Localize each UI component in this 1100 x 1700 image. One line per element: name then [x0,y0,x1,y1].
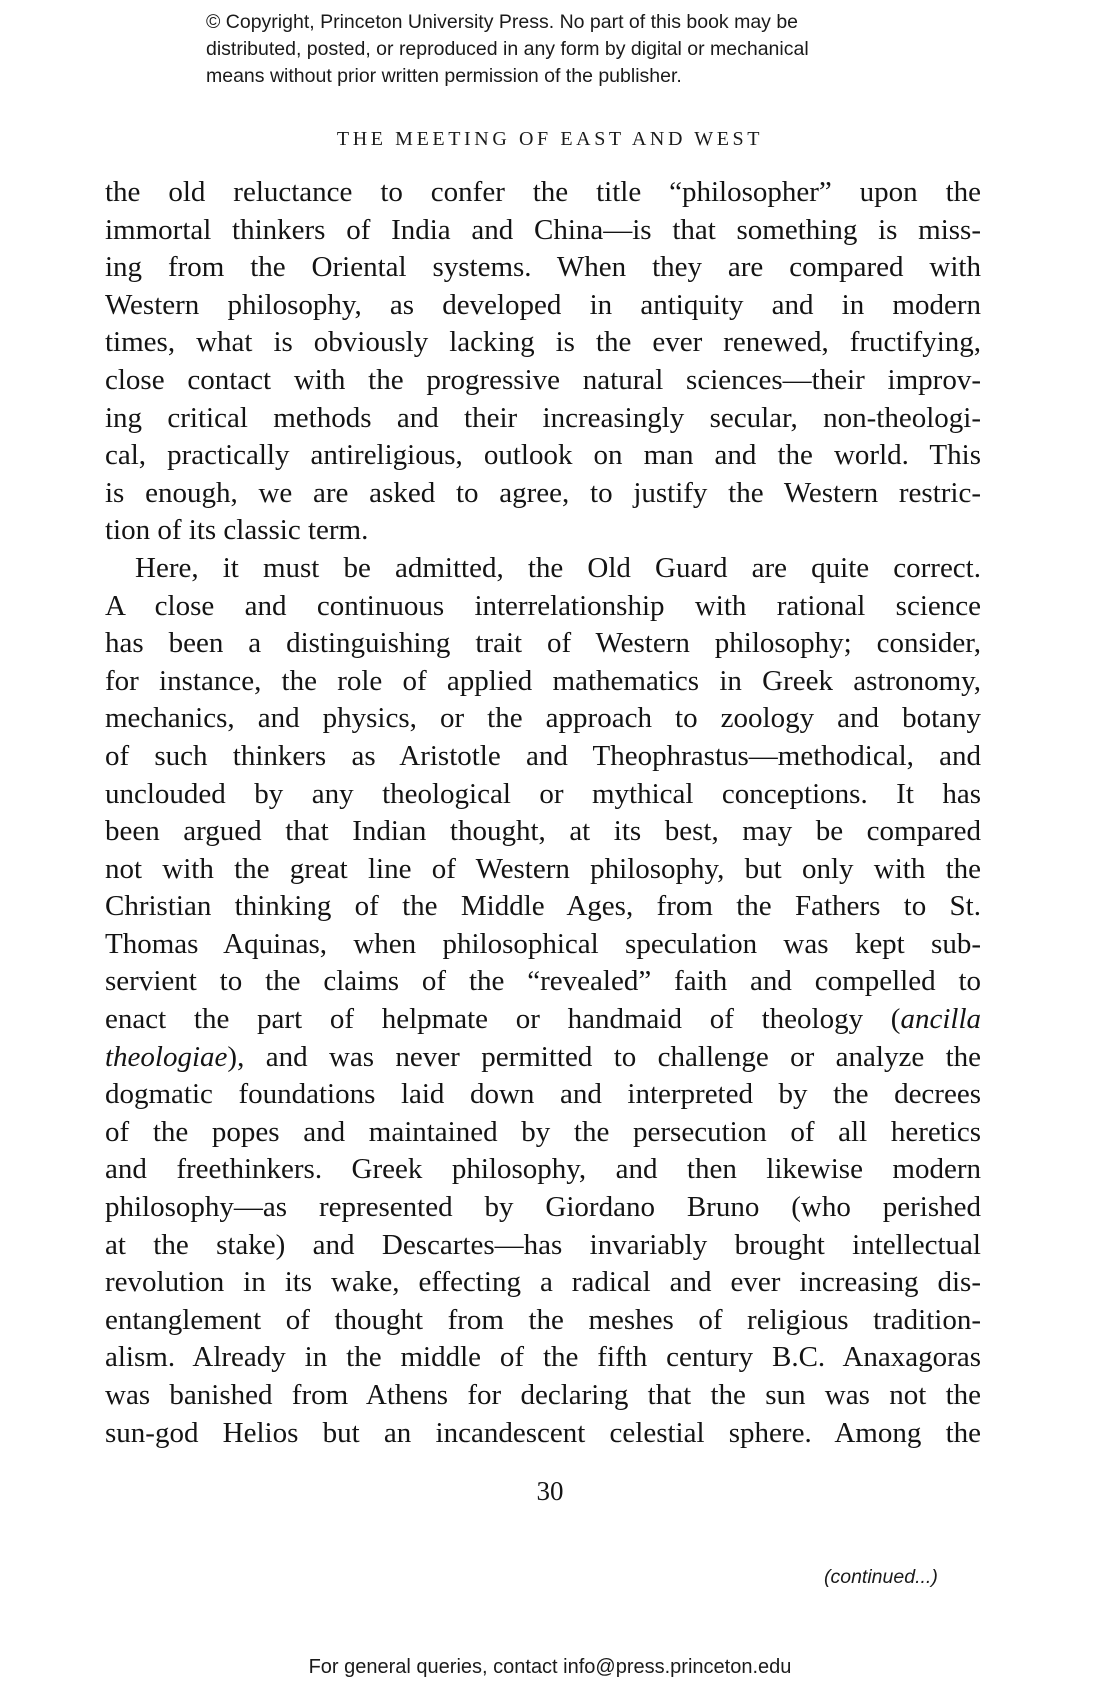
text-line: ing critical methods and their increasingly secular, non-theologi- [105,401,981,434]
text-line: times, what is obviously lacking is the ever renewed, fructifying, [105,326,981,359]
text-line: been argued that Indian thought, at its best, may be compared [105,815,981,848]
text-line [105,1039,981,1077]
text-line: entanglement of thought from the meshes of religious tradition- [105,1303,981,1336]
text-line: Thomas Aquinas, when philosophical speculation was kept sub- [105,927,981,960]
text-line [105,1339,981,1377]
text-line: cal, practically antireligious, outlook on man and the world. This [105,439,981,472]
paragraph-1 [105,174,981,550]
text-line: close contact with the progressive natural sciences—their improv- [105,363,981,396]
text-segment: enact the part of helpmate or handmaid of theology ( [105,1003,901,1036]
text-segment: Anaxagoras [825,1341,981,1374]
copyright-line: means without prior written permission of the publisher. [206,65,682,87]
text-line: servient to the claims of the “revealed” faith and compelled to [105,965,981,998]
page-number: 30 [536,1476,564,1506]
text-line: is enough, we are asked to agree, to justify the Western restric- [105,476,981,509]
text-line: has been a distinguishing trait of Western philosophy; consider, [105,627,981,660]
copyright-notice [206,9,906,90]
running-head: THE MEETING OF EAST AND WEST [336,128,764,150]
text-line: for instance, the role of applied mathematics in Greek astronomy, [105,664,981,697]
text-line: of such thinkers as Aristotle and Theophrastus—methodical, and [105,739,981,772]
text-line: was banished from Athens for declaring that the sun was not the [105,1379,981,1411]
paragraph-2 [105,550,981,1452]
text-line: the old reluctance to confer the title “philosopher” upon the [105,176,981,208]
text-line: of the popes and maintained by the persecution of all heretics [105,1115,981,1148]
text-line: ing from the Oriental systems. When they are compared with [105,251,981,284]
text-line: unclouded by any theological or mythical conceptions. It has [105,777,981,810]
text-line: Western philosophy, as developed in antiquity and in modern [105,288,981,321]
continued-note: (continued...) [824,1566,938,1588]
italic-term: ancilla [900,1003,981,1036]
text-line: at the stake) and Descartes—has invariably brought intellectual [105,1228,981,1261]
text-line: dogmatic foundations laid down and interpreted by the decrees [105,1078,981,1111]
text-line: A close and continuous interrelationship with rational science [105,589,981,622]
text-line: revolution in its wake, effecting a radical and ever increasing dis- [105,1266,981,1299]
text-line: sun-god Helios but an incandescent celestial sphere. Among the [105,1416,981,1449]
text-segment: ), and was never permitted to challenge or analyze the [227,1040,981,1073]
text-line [105,1001,981,1039]
text-line: immortal thinkers of India and China—is that something is miss- [105,213,981,246]
copyright-line: distributed, posted, or reproduced in any form by digital or mechanical [206,38,809,60]
text-line: and freethinkers. Greek philosophy, and then likewise modern [105,1153,981,1186]
text-line: philosophy—as represented by Giordano Bruno (who perished [105,1191,981,1224]
footer-contact: For general queries, contact info@press.princeton.edu [308,1656,792,1678]
text-line: Here, it must be admitted, the Old Guard are quite correct. [135,551,981,584]
text-line: mechanics, and physics, or the approach to zoology and botany [105,702,981,735]
body-text [105,174,981,1452]
small-caps-era: B.C. [772,1341,826,1374]
text-line: tion of its classic term. [105,514,369,547]
text-line: Christian thinking of the Middle Ages, from the Fathers to St. [105,890,981,923]
copyright-line: © Copyright, Princeton University Press. No part of this book may be [206,11,799,33]
italic-term: theologiae [105,1040,228,1073]
text-segment: alism. Already in the middle of the fifth century [105,1341,772,1374]
text-line: not with the great line of Western philosophy, but only with the [105,852,981,885]
